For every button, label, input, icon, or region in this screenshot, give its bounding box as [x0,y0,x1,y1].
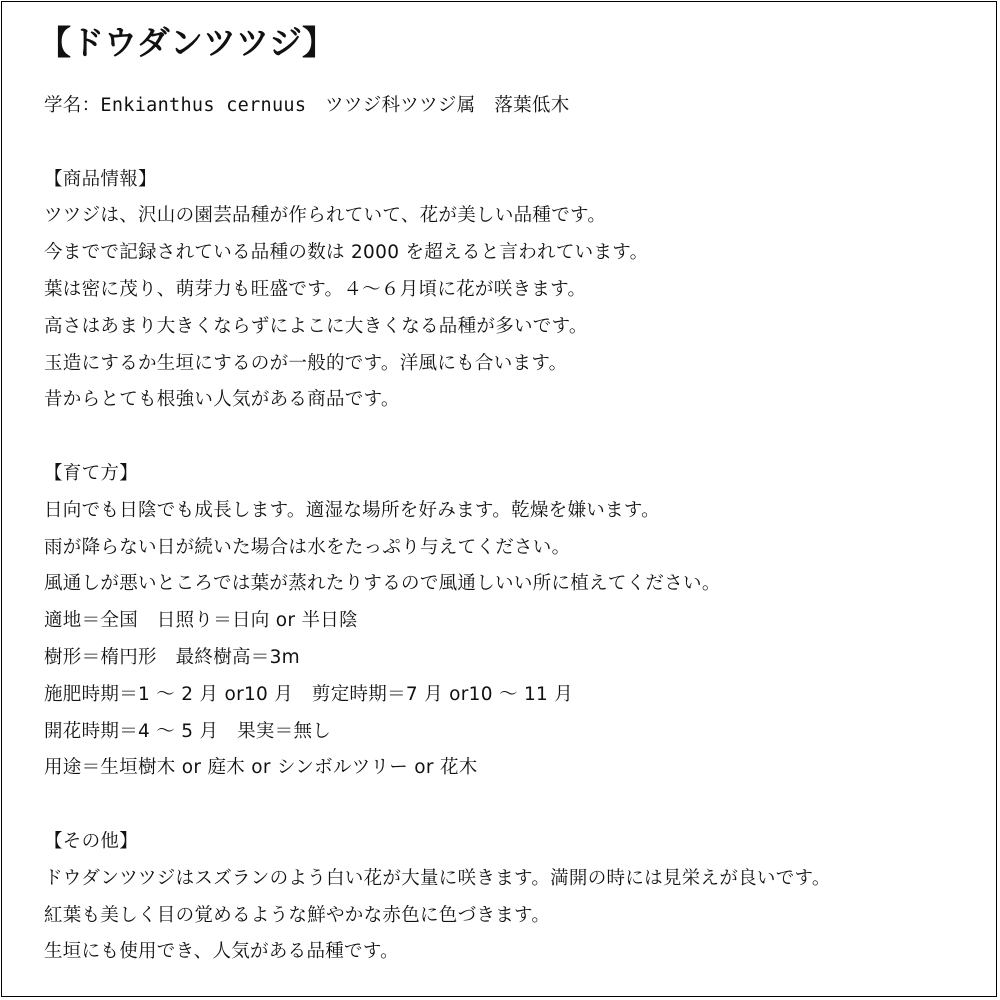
other-line: ドウダンツツジはスズランのよう白い花が大量に咲きます。満開の時には見栄えが良いです。 [44,867,831,889]
product-info-section [44,162,984,420]
page-title: 【ドウダンツツジ】 [38,23,335,62]
care-spec-line: 用途＝生垣樹木 or 庭木 or シンボルツリー or 花木 [44,757,478,779]
care-spec-line: 施肥時期＝1 ～ 2 月 or10 月 剪定時期＝7 月 or10 ～ 11 月 [44,683,574,705]
section-heading-care: 【育て方】 [44,462,139,484]
section-heading-other: 【その他】 [44,830,139,852]
product-info-line: 昔からとても根強い人気がある商品です。 [44,389,400,411]
scientific-name-line [44,88,984,125]
scientific-name-label: 学名： [44,95,101,116]
product-info-line: 高さはあまり大きくならずによこに大きくなる品種が多いです。 [44,315,588,337]
care-section [44,456,984,787]
care-line: 日向でも日陰でも成長します。適湿な場所を好みます。乾燥を嫌います。 [44,499,660,521]
product-info-line: ツツジは、沢山の園芸品種が作られていて、花が美しい品種です。 [44,205,607,227]
product-description [38,20,984,971]
care-spec-line: 樹形＝楕円形 最終樹高＝3m [44,646,300,668]
other-line: 紅葉も美しく目の覚めるような鮮やかな赤色に色づきます。 [44,904,551,926]
care-line: 風通しが悪いところでは葉が蒸れたりするので風通しいい所に植えてください。 [44,573,721,595]
product-info-line: 今までで記録されている品種の数は 2000 を超えると言われています。 [44,242,649,264]
family-genus: ツツジ科ツツジ属 [325,95,476,116]
other-line: 生垣にも使用でき、人気がある品種です。 [44,941,399,963]
section-heading-product-info: 【商品情報】 [44,168,157,190]
care-spec-line: 適地＝全国 日照り＝日向 or 半日陰 [44,610,358,632]
other-section [44,824,984,971]
product-info-line: 玉造にするか生垣にするのが一般的です。洋風にも合います。 [44,352,568,374]
product-info-line: 葉は密に茂り、萌芽力も旺盛です。４～６月頃に花が咲きます。 [44,278,587,300]
scientific-name-latin: Enkianthus cernuus [100,95,307,116]
care-spec-line: 開花時期＝4 ～ 5 月 果実＝無し [44,720,332,742]
care-line: 雨が降らない日が続いた場合は水をたっぷり与えてください。 [44,536,571,558]
plant-habit: 落葉低木 [494,95,570,116]
